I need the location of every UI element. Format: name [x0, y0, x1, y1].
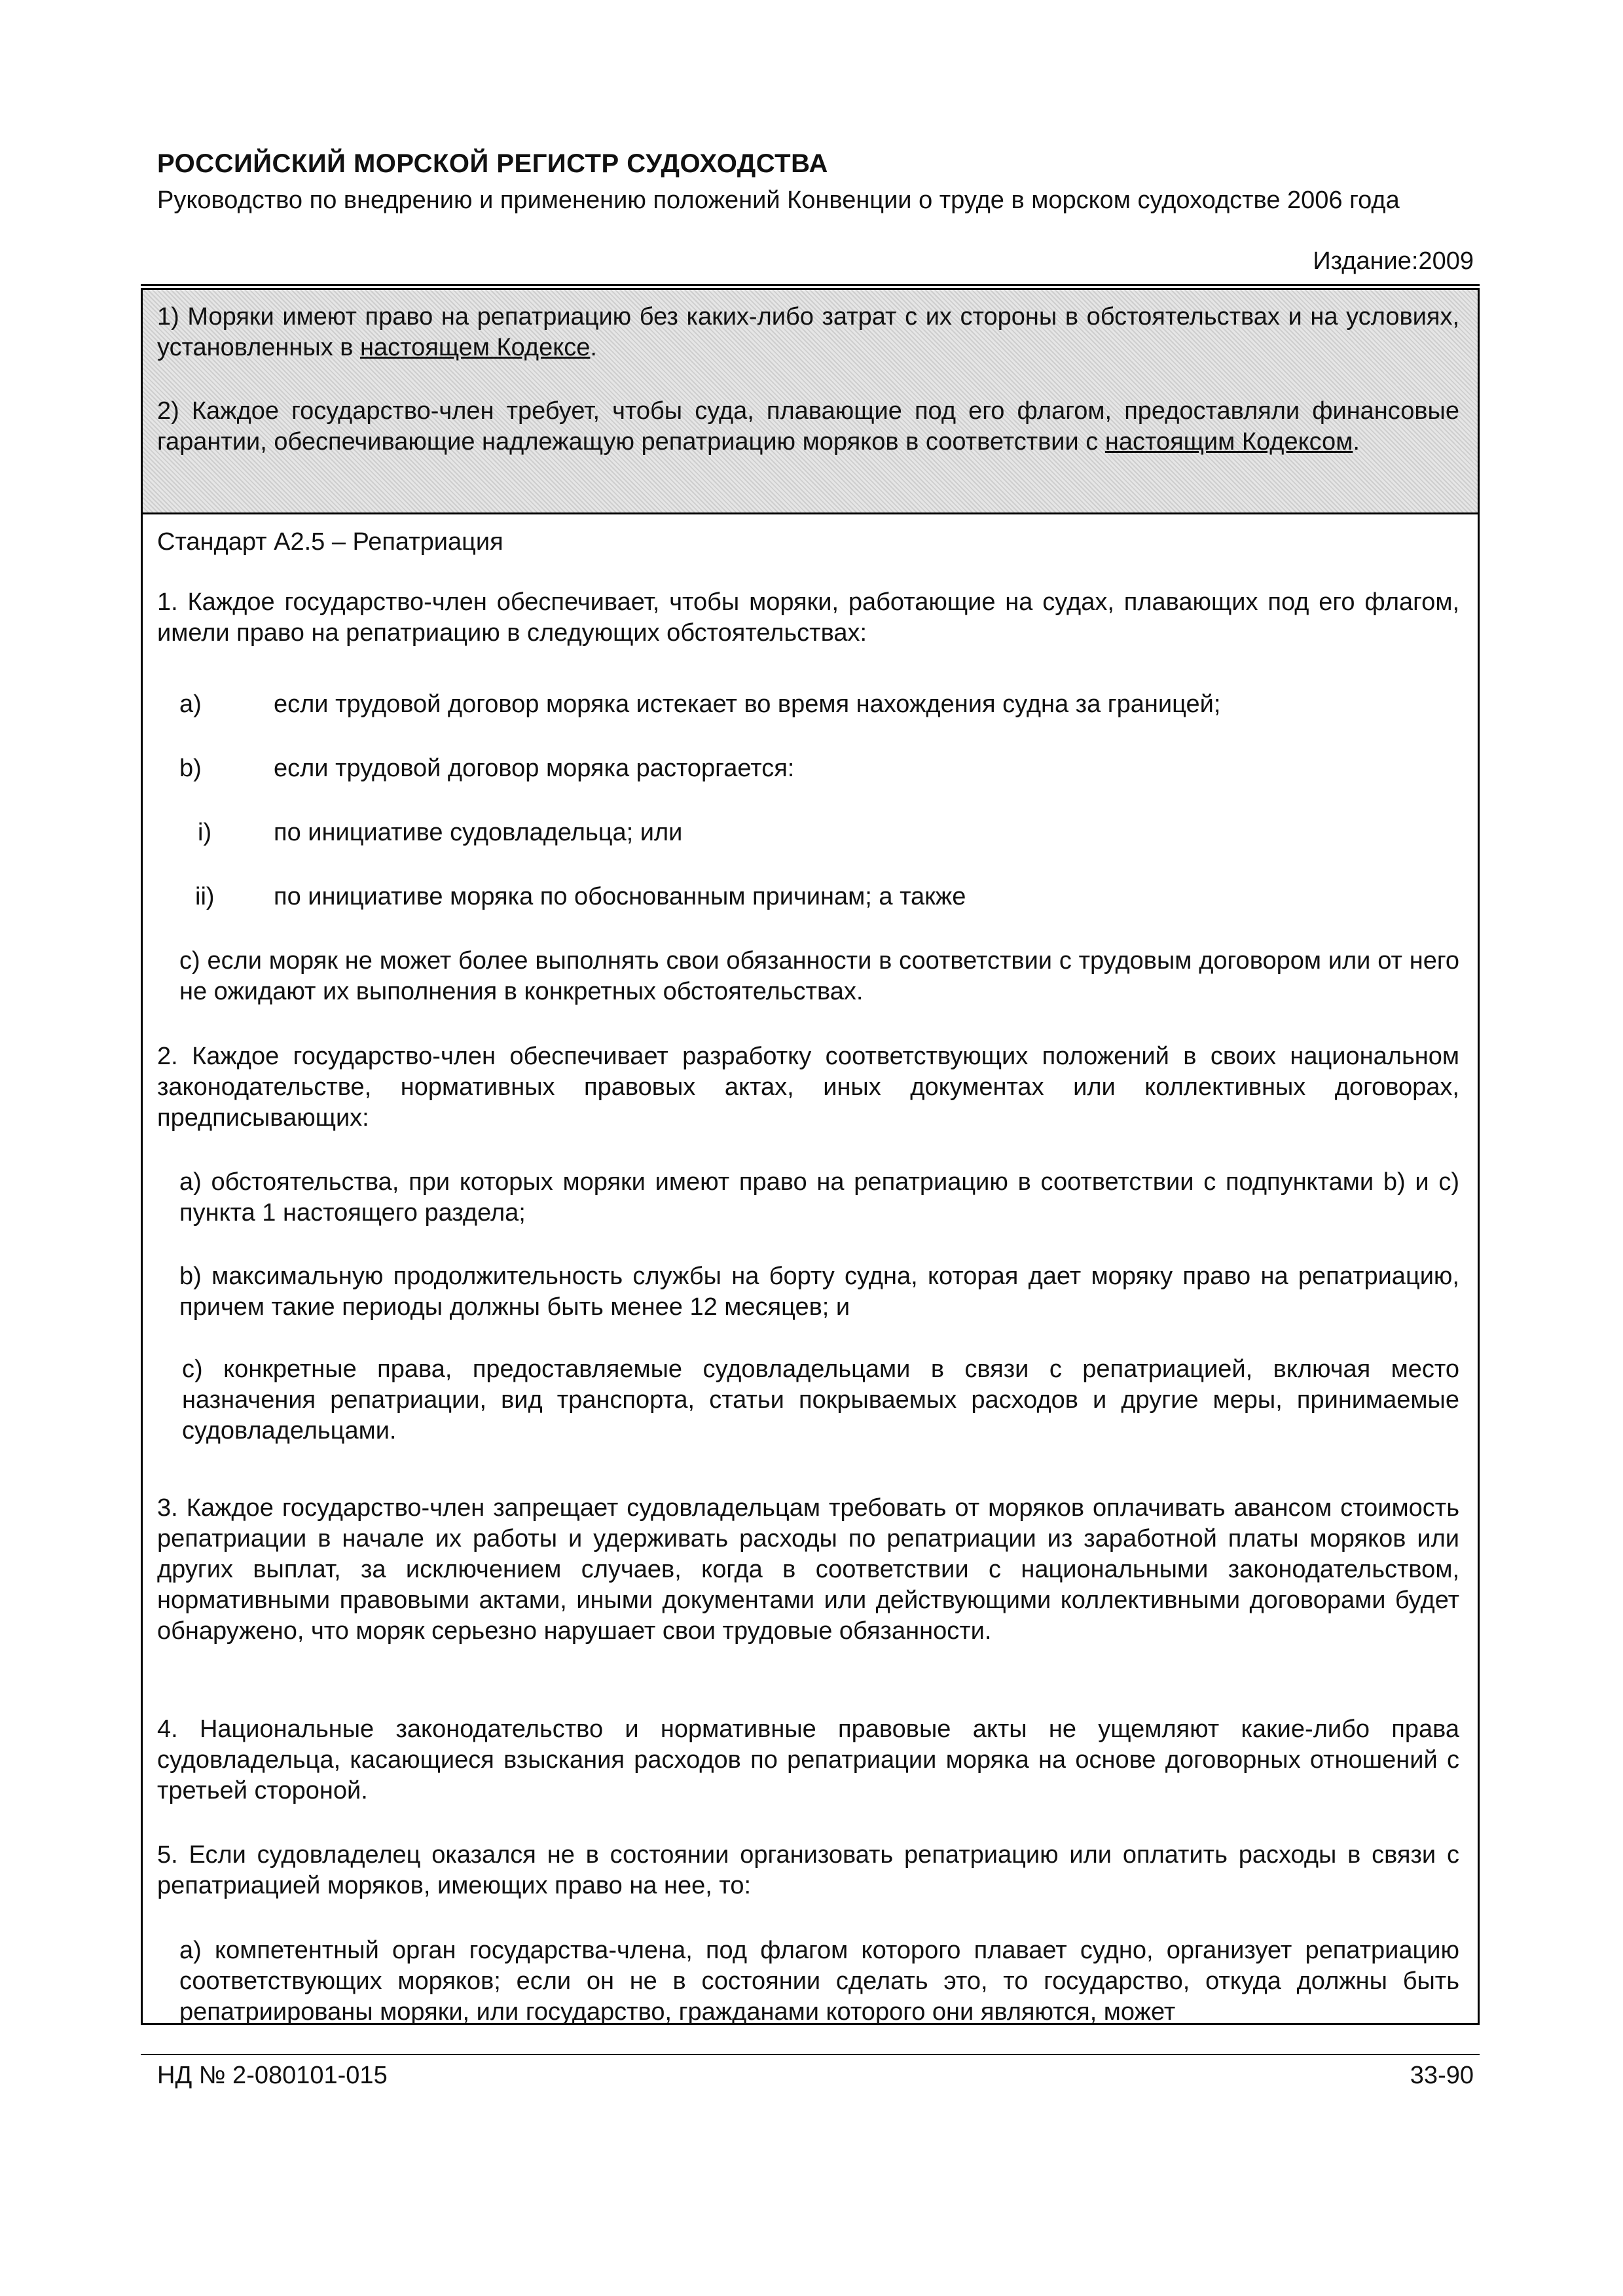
list-item: a) обстоятельства, при которых моряки имеют право на репатриацию в соответствии с подпунктами b) и c) пункта 1 настоящего раздела; [179, 1168, 1459, 1227]
rule-paragraph-1-text: 1) Моряки имеют право на репатриацию без каких-либо затрат с их стороны в обстоятельствах и на условиях, установленных в [157, 303, 1459, 361]
footer-rule [141, 2054, 1480, 2055]
list-item: b) максимальную продолжительность службы на борту судна, которая дает моряку право на репатриацию, причем такие периоды должны быть менее 12 месяцев; и [179, 1263, 1459, 1321]
standard-heading: Стандарт А2.5 – Репатриация [157, 528, 503, 556]
list-item: c) конкретные права, предоставляемые судовладельцами в связи с репатриацией, включая место назначения репатриации, вид транспорта, статьи покрываемых расходов и другие меры, принимаемые судовладельцами. [182, 1355, 1459, 1444]
edition-label: Издание:2009 [1313, 247, 1474, 275]
document-title: РОССИЙСКИЙ МОРСКОЙ РЕГИСТР СУДОХОДСТВА [157, 149, 828, 178]
rule-paragraph-1-end: . [590, 334, 597, 361]
list-marker: ii) [195, 883, 215, 910]
code-reference-link[interactable]: настоящим Кодексом [1104, 428, 1353, 456]
paragraph-3: 3. Каждое государство-член запрещает судовладельцам требовать от моряков оплачивать авансом стоимость репатриации в начале их работы и удерживать расходы по репатриации из заработной платы моряков или других выплат, за исключением случаев, когда в соответствии с национальными законодательством, нормативными правовыми актами, иными документами или действующими коллективными договорами будет обнаружено, что моряк серьезно нарушает свои трудовые обязанности. [157, 1494, 1459, 1645]
rule-paragraph-2-text: 2) Каждое государство-член требует, чтобы суда, плавающие под его флагом, предоставляли финансовые гарантии, обеспечивающие надлежащую репатриацию моряков в соответствии с [157, 397, 1459, 456]
paragraph-4: 4. Национальные законодательство и нормативные правовые акты не ущемляют какие-либо права судовладельца, касающиеся взыскания расходов по репатриации моряка на основе договорных отношений с третьей стороной. [157, 1715, 1459, 1804]
list-marker: b) [179, 755, 202, 782]
code-reference-link[interactable]: настоящем Кодексе [360, 334, 591, 361]
list-item: если трудовой договор моряка расторгается: [274, 755, 795, 782]
list-marker: a) [179, 691, 202, 718]
shaded-rule-block [143, 290, 1478, 514]
list-item: по инициативе судовладельца; или [274, 819, 683, 846]
list-item: a) компетентный орган государства-члена, под флагом которого плавает судно, организует репатриацию соответствующих моряков; если он не в состоянии сделать это, то государство, откуда должны быть репатриированы моряки, или государство, гражданами которого они являются, может [179, 1937, 1459, 2026]
paragraph-1: 1. Каждое государство-член обеспечивает, чтобы моряки, работающие на судах, плавающих под его флагом, имели право на репатриацию в следующих обстоятельствах: [157, 588, 1459, 647]
rule-paragraph-2 [157, 396, 1459, 457]
list-marker: i) [198, 819, 212, 846]
list-item: c) если моряк не может более выполнять свои обязанности в соответствии с трудовым договором или от него не ожидают их выполнения в конкретных обстоятельствах. [179, 947, 1459, 1005]
rule-paragraph-2-end: . [1353, 428, 1360, 456]
list-item: по инициативе моряка по обоснованным причинам; а также [274, 883, 966, 910]
rule-paragraph-1 [157, 302, 1459, 363]
page-number: 33-90 [1410, 2062, 1474, 2089]
content-frame [141, 288, 1480, 2025]
paragraph-2: 2. Каждое государство-член обеспечивает разработку соответствующих положений в своих национальном законодательстве, нормативных правовых актах, иных документах или коллективных договорах, предписывающих: [157, 1043, 1459, 1132]
header-rule [141, 284, 1480, 286]
paragraph-5: 5. Если судовладелец оказался не в состоянии организовать репатриацию или оплатить расходы в связи с репатриацией моряков, имеющих право на нее, то: [157, 1841, 1459, 1899]
document-subtitle: Руководство по внедрению и применению положений Конвенции о труде в морском судоходстве 2006 года [157, 187, 1400, 214]
list-item: если трудовой договор моряка истекает во время нахождения судна за границей; [274, 691, 1221, 718]
document-number: НД № 2-080101-015 [157, 2062, 388, 2089]
